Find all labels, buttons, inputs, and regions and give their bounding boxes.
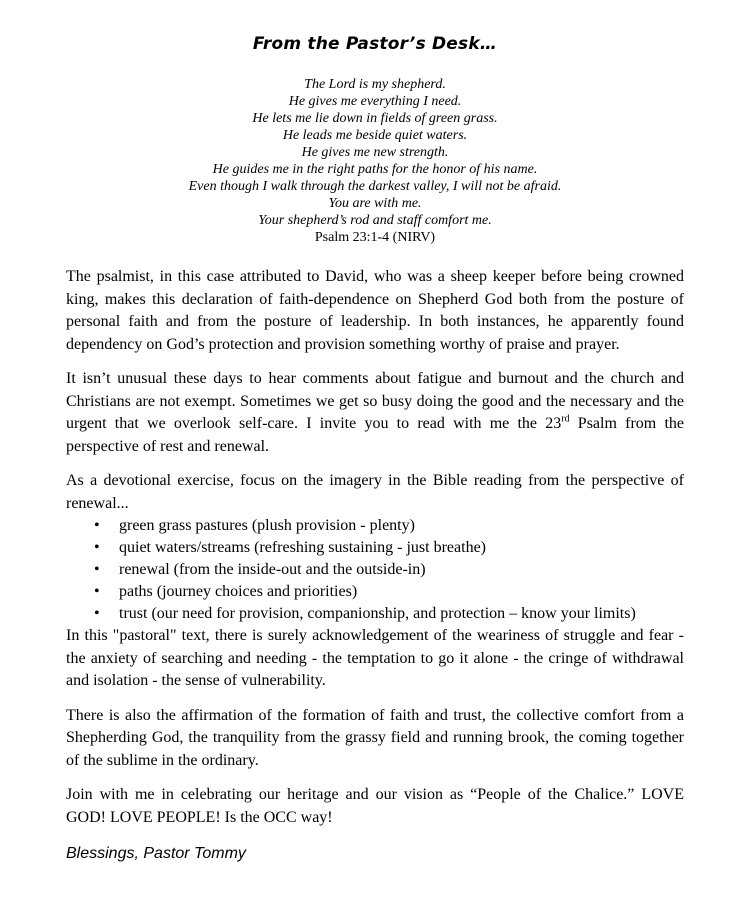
paragraph-affirmation: There is also the affirmation of the formation of faith and trust, the collective comfort from a Shepherding God, the tranquility from the grassy field and running brook, the coming together of the sublime in the ordinary. — [66, 706, 684, 769]
paragraph-psalmist: The psalmist, in this case attributed to David, who was a sheep keeper before being crowned king, makes this declaration of faith-dependence on Shepherd God both from the posture of personal faith and from the posture of leadership. In both instances, he apparently found dependency on God’s protection and provision something worthy of praise and prayer. — [66, 268, 684, 353]
list-item — [66, 603, 684, 625]
list-item-text: renewal (from the inside-out and the outside-in) — [119, 561, 426, 578]
psalm-citation: Psalm 23:1-4 (NIRV) — [314, 230, 436, 245]
psalm-line: The Lord is my shepherd. — [304, 77, 446, 92]
ordinal-suffix: rd — [561, 413, 570, 425]
list-item — [66, 559, 684, 581]
psalm-line: Even though I walk through the darkest valley, I will not be afraid. — [188, 179, 562, 194]
bullet-icon: • — [94, 539, 100, 556]
psalm-line: He gives me new strength. — [301, 145, 449, 160]
psalm-line: Your shepherd’s rod and staff comfort me. — [258, 213, 492, 228]
bullet-icon: • — [94, 583, 100, 600]
paragraph-invitation: Join with me in celebrating our heritage and our vision as “People of the Chalice.” LOVE GOD! LOVE PEOPLE! Is the OCC way! — [66, 786, 684, 826]
list-item — [66, 581, 684, 603]
bullet-icon: • — [94, 605, 100, 622]
bullet-icon: • — [94, 517, 100, 534]
imagery-list — [66, 515, 684, 625]
list-item — [66, 515, 684, 537]
page-title: From the Pastor’s Desk… — [252, 34, 498, 54]
paragraph-pastoral-text: In this "pastoral" text, there is surely acknowledgement of the weariness of struggle and fear - the anxiety of searching and needing - the temptation to go it alone - the cringe of withdrawal and isolation - the sense of vulnerability. — [66, 627, 684, 689]
psalm-line: He gives me everything I need. — [288, 94, 462, 109]
psalm-line: He lets me lie down in fields of green grass. — [252, 111, 498, 126]
list-item-text: trust (our need for provision, companionship, and protection – know your limits) — [119, 605, 636, 622]
list-item-text: green grass pastures (plush provision - plenty) — [119, 517, 415, 534]
bullet-icon: • — [94, 561, 100, 578]
psalm-line: He guides me in the right paths for the honor of his name. — [212, 162, 538, 177]
paragraph-fatigue-text-end: Psalm from the perspective of rest and renewal. — [66, 415, 685, 455]
psalm-line: You are with me. — [328, 196, 422, 211]
paragraph-fatigue-text: It isn’t unusual these days to hear comments about fatigue and burnout and the church and Christians are not exempt. Sometimes we get so busy doing the good and the necessary and the urgent that we overlook self-care. I invite you to read with me the 23 — [66, 370, 684, 432]
paragraph-devotional-exercise: As a devotional exercise, focus on the imagery in the Bible reading from the perspective of renewal... — [66, 472, 684, 512]
psalm-quote — [66, 76, 684, 246]
psalm-line: He leads me beside quiet waters. — [282, 128, 468, 143]
list-item — [66, 537, 684, 559]
signature: Blessings, Pastor Tommy — [66, 845, 246, 862]
list-item-text: quiet waters/streams (refreshing sustaining - just breathe) — [119, 539, 486, 556]
list-item-text: paths (journey choices and priorities) — [119, 583, 358, 600]
paragraph-fatigue — [66, 368, 684, 458]
